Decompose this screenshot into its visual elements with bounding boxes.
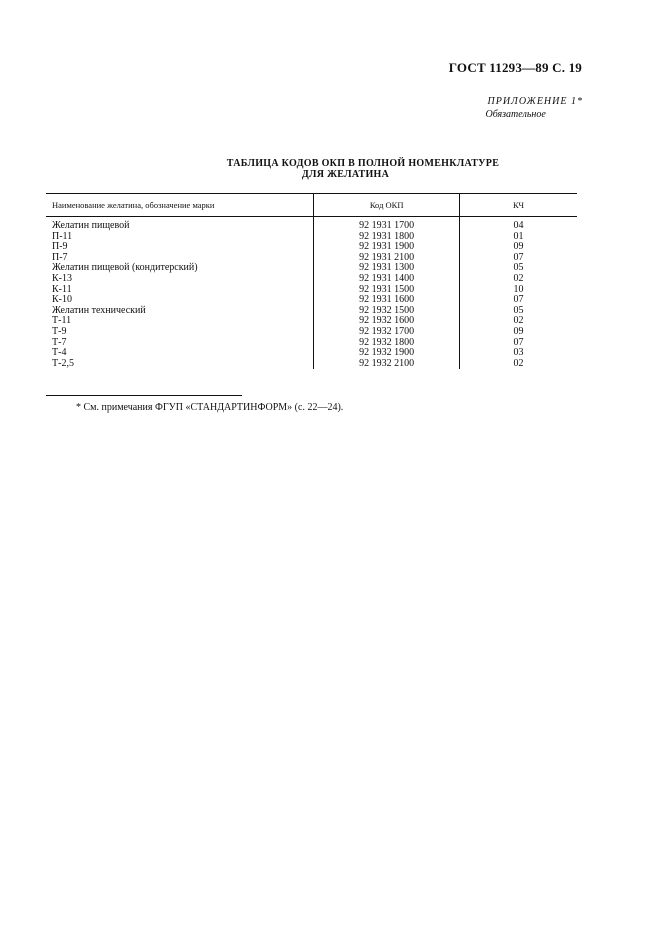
- cell-name: Т-9: [52, 325, 67, 337]
- cell-name: Т-11: [52, 315, 72, 327]
- cell-kch: 05: [459, 306, 577, 317]
- cell-kch: 03: [459, 348, 577, 359]
- cell-okp-code: 92 1931 1900: [314, 242, 460, 253]
- column-header-name: Наименование желатина, обозначение марки: [46, 194, 314, 217]
- cell-name: Т-4: [52, 347, 67, 359]
- cell-kch: 09: [459, 242, 577, 253]
- table-title: [0, 158, 661, 180]
- cell-kch: 01: [459, 232, 577, 243]
- table-row: [46, 285, 577, 296]
- cell-okp-code: 92 1931 1800: [314, 232, 460, 243]
- cell-name: К-13: [52, 272, 72, 284]
- cell-name: К-11: [52, 283, 72, 295]
- cell-kch: 04: [459, 217, 577, 232]
- cell-name: Т-7: [52, 336, 67, 348]
- table-title-line-2: ДЛЯ ЖЕЛАТИНА: [301, 169, 390, 180]
- table-row: [46, 274, 577, 285]
- cell-kch: 02: [459, 316, 577, 327]
- cell-okp-code: 92 1931 2100: [314, 253, 460, 264]
- cell-kch: 02: [459, 274, 577, 285]
- cell-okp-code: 92 1931 1700: [314, 217, 460, 232]
- cell-okp-code: 92 1932 1900: [314, 348, 460, 359]
- table-row: [46, 306, 577, 317]
- cell-kch: 09: [459, 327, 577, 338]
- cell-okp-code: 92 1931 1500: [314, 285, 460, 296]
- cell-kch: 07: [459, 253, 577, 264]
- cell-kch: 05: [459, 263, 577, 274]
- cell-okp-code: 92 1931 1300: [314, 263, 460, 274]
- cell-name: П-7: [52, 251, 68, 263]
- footnote-divider: [46, 395, 242, 396]
- cell-okp-code: 92 1932 1600: [314, 316, 460, 327]
- cell-kch: 07: [459, 295, 577, 306]
- table-row: [46, 316, 577, 327]
- cell-name: Желатин пищевой (кондитерский): [52, 262, 198, 274]
- table-body: [46, 217, 577, 370]
- cell-okp-code: 92 1931 1600: [314, 295, 460, 306]
- table-row: [46, 263, 577, 274]
- annex-status: Обязательное: [485, 109, 546, 120]
- table-row: [46, 348, 577, 359]
- cell-okp-code: 92 1932 1700: [314, 327, 460, 338]
- table-title-line-1: ТАБЛИЦА КОДОВ ОКП В ПОЛНОЙ НОМЕНКЛАТУРЕ: [226, 158, 500, 169]
- cell-okp-code: 92 1931 1400: [314, 274, 460, 285]
- annex-block: [485, 95, 584, 121]
- cell-okp-code: 92 1932 1800: [314, 338, 460, 349]
- cell-name: К-10: [52, 294, 72, 306]
- table-row: [46, 242, 577, 253]
- table-row: [46, 359, 577, 370]
- okp-codes-table: [46, 193, 577, 369]
- annex-title: ПРИЛОЖЕНИЕ 1*: [487, 96, 583, 107]
- table-header-row: [46, 194, 577, 217]
- cell-name: П-11: [52, 230, 73, 242]
- footnote: * См. примечания ФГУП «СТАНДАРТИНФОРМ» (с. 22—24).: [76, 402, 344, 413]
- cell-okp-code: 92 1932 1500: [314, 306, 460, 317]
- page-header: ГОСТ 11293—89 С. 19: [448, 60, 582, 75]
- cell-name: Т-2,5: [52, 357, 74, 369]
- table-row: [46, 338, 577, 349]
- cell-name: Желатин технический: [52, 304, 146, 316]
- cell-okp-code: 92 1932 2100: [314, 359, 460, 370]
- table-row: [46, 217, 577, 232]
- table-row: [46, 327, 577, 338]
- cell-kch: 10: [459, 285, 577, 296]
- column-header-okp-code: Код ОКП: [314, 194, 460, 217]
- cell-name: П-9: [52, 241, 68, 253]
- table-row: [46, 232, 577, 243]
- cell-kch: 02: [459, 359, 577, 370]
- cell-kch: 07: [459, 338, 577, 349]
- column-header-kch: КЧ: [459, 194, 577, 217]
- cell-name: Желатин пищевой: [52, 220, 130, 231]
